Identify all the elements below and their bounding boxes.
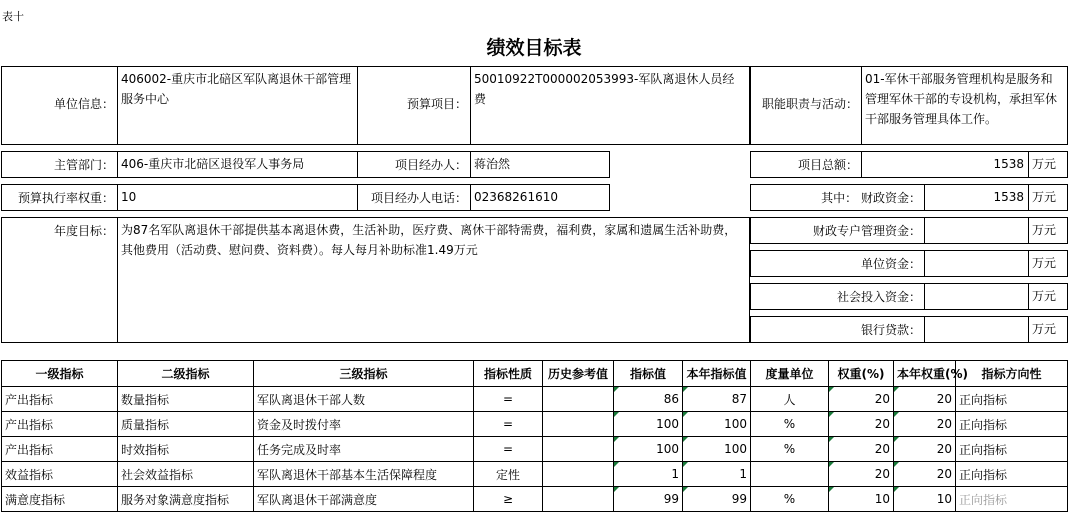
duty-label-cell: [750, 66, 862, 145]
table-cell: 1: [614, 462, 683, 487]
annual-goal-label: 年度目标：: [53, 224, 114, 238]
phone-label: 项目经办人电话：: [370, 191, 467, 205]
social-fund-unit: 万元: [1028, 283, 1068, 310]
table-cell: 正向指标: [956, 437, 1068, 462]
table-cell: 军队离退休干部基本生活保障程度: [254, 462, 474, 487]
table-cell: 20: [894, 387, 956, 412]
weight-label-cell: [1, 184, 118, 211]
fiscal-value: 1538: [924, 184, 1029, 211]
social-fund-label-cell: [750, 283, 925, 310]
table-cell: 质量指标: [118, 412, 254, 437]
sheet-tag: 表十: [2, 10, 24, 23]
column-header: 本年权重(%): [894, 361, 956, 387]
special-fund-label: 财政专户管理资金：: [812, 224, 921, 238]
column-header: 权重(%): [829, 361, 894, 387]
table-cell: 人: [751, 387, 829, 412]
table-cell: 99: [683, 487, 751, 512]
unit-label: 单位信息：: [53, 97, 114, 111]
table-row: [2, 412, 1068, 437]
budget-item-label-cell: [357, 66, 471, 145]
column-header: 三级指标: [254, 361, 474, 387]
table-cell: 满意度指标: [2, 487, 118, 512]
duty-label: 职能职责与活动：: [761, 97, 858, 111]
unit-fund-label-cell: [750, 250, 925, 277]
table-cell: 10: [829, 487, 894, 512]
table-cell: 20: [829, 412, 894, 437]
table-cell: ≥: [474, 487, 543, 512]
loan-value: [924, 316, 1029, 343]
column-header: 指标性质: [474, 361, 543, 387]
table-cell: 产出指标: [2, 412, 118, 437]
table-cell: 产出指标: [2, 437, 118, 462]
table-cell: [543, 462, 614, 487]
table-cell: 定性: [474, 462, 543, 487]
table-cell: %: [751, 487, 829, 512]
weight-label: 预算执行率权重：: [17, 191, 114, 205]
table-cell: 100: [683, 412, 751, 437]
table-cell: 军队离退休干部满意度: [254, 487, 474, 512]
column-header: 度量单位: [751, 361, 829, 387]
table-cell: 20: [894, 437, 956, 462]
table-cell: 1: [683, 462, 751, 487]
annual-goal-label-cell: [1, 217, 118, 343]
table-cell: [543, 437, 614, 462]
table-cell: 社会效益指标: [118, 462, 254, 487]
table-row: [2, 487, 1068, 512]
table-cell: %: [751, 412, 829, 437]
table-cell: 正向指标: [956, 487, 1068, 512]
total-unit: 万元: [1028, 151, 1068, 178]
column-header: 指标值: [614, 361, 683, 387]
unit-fund-unit: 万元: [1028, 250, 1068, 277]
duty-value: 01-军休干部服务管理机构是服务和管理军休干部的专设机构，承担军休干部服务管理具体工作。: [861, 66, 1068, 145]
loan-unit: 万元: [1028, 316, 1068, 343]
table-cell: 100: [683, 437, 751, 462]
indicator-table: [1, 360, 1068, 512]
total-label-cell: [750, 151, 862, 178]
fiscal-unit: 万元: [1028, 184, 1068, 211]
dept-label-cell: [1, 151, 118, 178]
page-title: 绩效目标表: [486, 37, 582, 59]
unit-fund-value: [924, 250, 1029, 277]
table-row: [2, 437, 1068, 462]
unit-label-cell: [1, 66, 118, 145]
table-cell: 正向指标: [956, 462, 1068, 487]
table-cell: =: [474, 412, 543, 437]
column-header: 历史参考值: [543, 361, 614, 387]
table-cell: 20: [894, 462, 956, 487]
table-cell: 服务对象满意度指标: [118, 487, 254, 512]
budget-item-value: 50010922T000002053993-军队离退休人员经费: [470, 66, 750, 145]
column-header: 二级指标: [118, 361, 254, 387]
table-cell: [543, 412, 614, 437]
table-cell: 数量指标: [118, 387, 254, 412]
phone-value: 02368261610: [470, 184, 610, 211]
table-cell: 87: [683, 387, 751, 412]
table-cell: =: [474, 387, 543, 412]
table-cell: 100: [614, 412, 683, 437]
unit-fund-label: 单位资金：: [860, 257, 921, 271]
table-cell: 军队离退休干部人数: [254, 387, 474, 412]
unit-value: 406002-重庆市北碚区军队离退休干部管理服务中心: [117, 66, 358, 145]
table-cell: 正向指标: [956, 387, 1068, 412]
table-cell: 100: [614, 437, 683, 462]
column-header: 一级指标: [2, 361, 118, 387]
table-cell: 20: [829, 387, 894, 412]
budget-item-label: 预算项目：: [406, 97, 467, 111]
table-cell: 产出指标: [2, 387, 118, 412]
loan-label: 银行贷款：: [860, 323, 921, 337]
table-cell: 99: [614, 487, 683, 512]
social-fund-value: [924, 283, 1029, 310]
table-cell: %: [751, 437, 829, 462]
table-cell: =: [474, 437, 543, 462]
dept-label: 主管部门：: [53, 158, 114, 172]
table-cell: 20: [894, 412, 956, 437]
table-cell: 20: [829, 437, 894, 462]
table-cell: [543, 487, 614, 512]
loan-label-cell: [750, 316, 925, 343]
manager-label: 项目经办人：: [394, 158, 467, 172]
special-fund-label-cell: [750, 217, 925, 244]
table-cell: 任务完成及时率: [254, 437, 474, 462]
table-cell: 20: [829, 462, 894, 487]
total-label: 项目总额：: [797, 158, 858, 172]
dept-value: 406-重庆市北碚区退役军人事务局: [117, 151, 358, 178]
fiscal-label-cell: [750, 184, 925, 211]
fiscal-label: 其中： 财政资金：: [821, 191, 921, 205]
table-cell: 时效指标: [118, 437, 254, 462]
annual-goal-value: 为87名军队离退休干部提供基本离退休费，生活补助，医疗费、离休干部特需费，福利费，家属和遗属生活补助费，其他费用（活动费、慰问费、资料费）。每人每月补助标准1.49万元: [117, 217, 750, 343]
table-cell: [751, 462, 829, 487]
table-cell: 10: [894, 487, 956, 512]
manager-label-cell: [357, 151, 471, 178]
table-cell: 效益指标: [2, 462, 118, 487]
table-row: [2, 387, 1068, 412]
table-cell: 资金及时拨付率: [254, 412, 474, 437]
social-fund-label: 社会投入资金：: [836, 290, 921, 304]
column-header: 指标方向性: [956, 361, 1068, 387]
manager-value: 蒋治然: [470, 151, 610, 178]
table-row: [2, 462, 1068, 487]
table-header-row: [2, 361, 1068, 387]
column-header: 本年指标值: [683, 361, 751, 387]
table-cell: [543, 387, 614, 412]
phone-label-cell: [357, 184, 471, 211]
total-value: 1538: [861, 151, 1029, 178]
weight-value: 10: [117, 184, 358, 211]
table-cell: 正向指标: [956, 412, 1068, 437]
special-fund-unit: 万元: [1028, 217, 1068, 244]
table-cell: 86: [614, 387, 683, 412]
special-fund-value: [924, 217, 1029, 244]
